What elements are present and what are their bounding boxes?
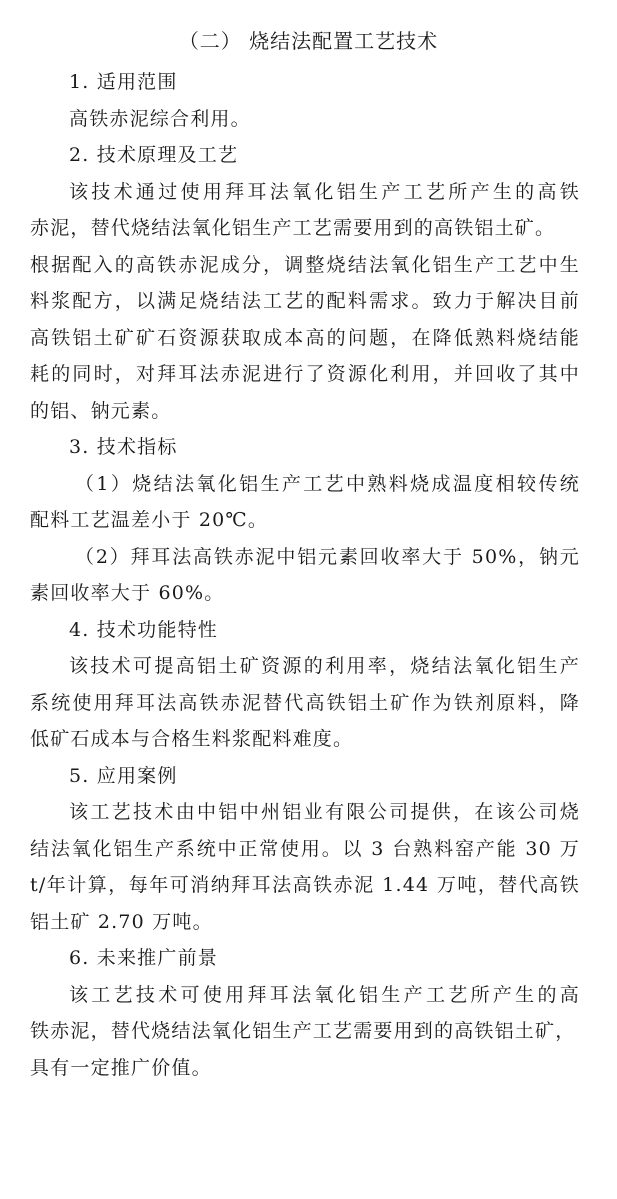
paragraph-line: 料浆配方，以满足烧结法工艺的配料需求。致力于解决目前 [30, 290, 580, 312]
section-heading: 2. 技术原理及工艺 [69, 144, 239, 166]
paragraph-line: 的铝、钠元素。 [30, 399, 172, 422]
paragraph-line: 高铁铝土矿矿石资源获取成本高的问题，在降低熟料烧结能 [30, 326, 580, 349]
paragraph-line: 根据配入的高铁赤泥成分，调整烧结法氧化铝生产工艺中生 [30, 253, 580, 276]
paragraph-line: 耗的同时，对拜耳法赤泥进行了资源化利用，并回收了其中 [30, 363, 580, 385]
list-item-line: （1）烧结法氧化铝生产工艺中熟料烧成温度相较传统 [75, 472, 580, 495]
paragraph-line: 该工艺技术可使用拜耳法氧化铝生产工艺所产生的高 [69, 983, 580, 1006]
section-title: （二） 烧结法配置工艺技术 [178, 29, 439, 53]
section-heading: 5. 应用案例 [69, 764, 178, 787]
section-heading: 3. 技术指标 [69, 436, 178, 458]
paragraph-line: 铝土矿 2.70 万吨。 [30, 910, 213, 933]
paragraph-line: 赤泥，替代烧结法氧化铝生产工艺需要用到的高铁铝土矿。 [30, 217, 556, 239]
paragraph-line: 该技术可提高铝土矿资源的利用率，烧结法氧化铝生产 [69, 655, 580, 677]
paragraph-line: 该技术通过使用拜耳法氧化铝生产工艺所产生的高铁 [69, 180, 580, 203]
paragraph-line: 素回收率大于 60%。 [30, 582, 225, 604]
section-heading: 4. 技术功能特性 [69, 618, 218, 641]
paragraph-line: 系统使用拜耳法高铁赤泥替代高铁铝土矿作为铁剂原料，降 [30, 691, 580, 714]
paragraph-line: 低矿石成本与合格生料浆配料难度。 [30, 728, 354, 750]
paragraph-line: 具有一定推广价值。 [30, 1056, 212, 1079]
paragraph-line: t/年计算，每年可消纳拜耳法高铁赤泥 1.44 万吨，替代高铁 [30, 874, 580, 896]
list-item-line: （2）拜耳法高铁赤泥中铝元素回收率大于 50%，钠元 [75, 545, 580, 568]
paragraph-line: 该工艺技术由中铝中州铝业有限公司提供，在该公司烧 [69, 801, 580, 823]
paragraph-line: 高铁赤泥综合利用。 [69, 107, 251, 130]
paragraph-line: 配料工艺温差小于 20℃。 [30, 509, 269, 531]
section-heading: 1. 适用范围 [69, 71, 178, 93]
section-heading: 6. 未来推广前景 [69, 947, 218, 969]
paragraph-line: 结法氧化铝生产系统中正常使用。以 3 台熟料窑产能 30 万 [30, 837, 580, 860]
paragraph-line: 铁赤泥，替代烧结法氧化铝生产工艺需要用到的高铁铝土矿， [30, 1020, 576, 1042]
document-body [0, 64, 617, 1086]
